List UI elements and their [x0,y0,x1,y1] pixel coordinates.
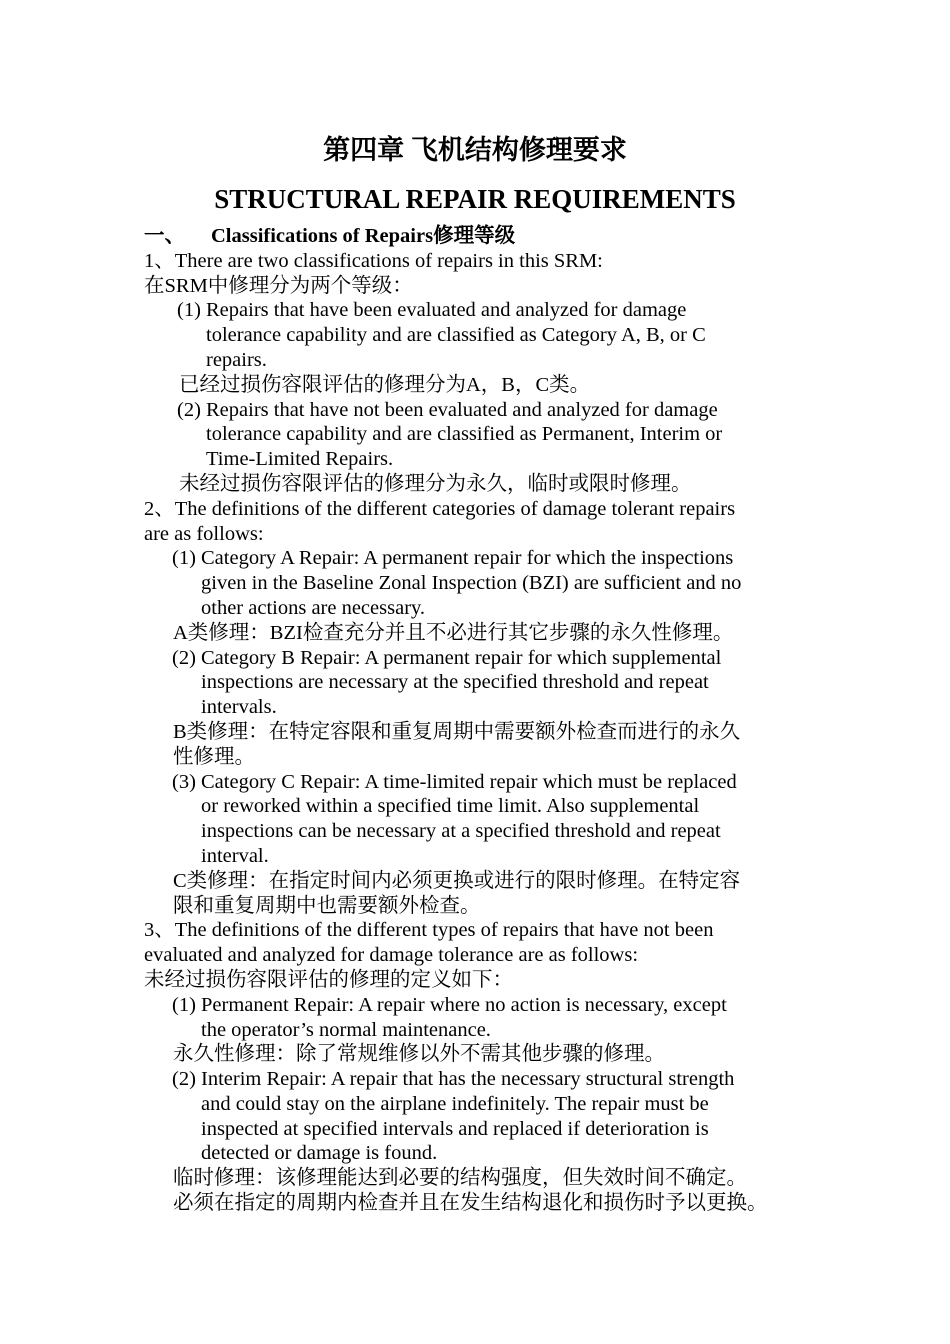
list-item [144,546,804,620]
paragraph-1-cn: 在SRM中修理分为两个等级： [144,274,413,297]
item-translation: 未经过损伤容限评估的修理分为永久，临时或限时修理。 [179,472,692,495]
item-number: (1) [172,993,196,1016]
item-number: (1) [177,299,201,322]
item-number: (2) [172,1068,196,1091]
list-item [144,398,804,472]
paragraph-2-en: 2、The definitions of the different categories of damage tolerant repairs [144,497,736,520]
document-body [144,224,804,1216]
item-text-line: Time-Limited Repairs. [206,448,394,471]
item-text-line: inspections can be necessary at a specified threshold and repeat [201,820,721,843]
list-item [144,646,804,720]
item-translation: 限和重复周期中也需要额外检查。 [173,894,481,917]
item-text-line: repairs. [206,348,267,371]
paragraph-3-en: 3、The definitions of the different types of repairs that have not been [144,919,714,942]
item-text-line: given in the Baseline Zonal Inspection (BZI) are sufficient and no [201,572,742,595]
item-translation: 临时修理：该修理能达到必要的结构强度，但失效时间不确定。 [173,1167,747,1190]
section-title: Classifications of Repairs修理等级 [211,225,516,247]
item-translation: 已经过损伤容限评估的修理分为A，B，C类。 [179,373,591,396]
section-heading [144,224,804,249]
list-item [144,993,804,1043]
item-number: (1) [172,547,196,570]
item-text-line: or reworked within a specified time limit. Also supplemental [201,795,700,818]
chapter-title-cn: 第四章 飞机结构修理要求 [323,135,627,165]
item-text-line: Permanent Repair: A repair where no action is necessary, except [201,993,727,1016]
item-translation: 必须在指定的周期内检查并且在发生结构退化和损伤时予以更换。 [173,1192,768,1215]
item-number: (2) [172,646,196,669]
item-text-line: Category B Repair: A permanent repair for which supplemental [201,646,722,669]
item-text-line: Category A Repair: A permanent repair for which the inspections [201,547,734,570]
paragraph-2-en: are as follows: [144,522,264,545]
item-text-line: Repairs that have been evaluated and analyzed for damage [206,299,687,322]
paragraph-3-en: evaluated and analyzed for damage tolerance are as follows: [144,944,639,967]
item-text-line: the operator’s normal maintenance. [201,1018,491,1041]
item-text-line: detected or damage is found. [201,1142,438,1165]
paragraph-1-en: 1、There are two classifications of repairs in this SRM: [144,249,603,272]
section-number: 一、 [144,225,185,247]
item-text-line: inspected at specified intervals and replaced if deterioration is [201,1117,709,1140]
item-translation: 永久性修理：除了常规维修以外不需其他步骤的修理。 [173,1043,665,1066]
item-text-line: inspections are necessary at the specified threshold and repeat [201,671,709,694]
item-translation: B类修理：在特定容限和重复周期中需要额外检查而进行的永久 [173,720,741,743]
item-translation: A类修理：BZI检查充分并且不必进行其它步骤的永久性修理。 [173,621,734,644]
item-text-line: intervals. [201,696,277,719]
item-number: (2) [177,398,201,421]
item-text-line: tolerance capability and are classified as Permanent, Interim or [206,423,723,446]
item-text-line: other actions are necessary. [201,596,426,619]
item-text-line: and could stay on the airplane indefinitely. The repair must be [201,1092,709,1115]
item-text-line: Interim Repair: A repair that has the necessary structural strength [201,1068,735,1091]
item-text-line: Repairs that have not been evaluated and analyzed for damage [206,398,718,421]
list-item [144,1067,804,1166]
item-number: (3) [172,770,196,793]
item-text-line: interval. [201,844,269,867]
paragraph-3-cn: 未经过损伤容限评估的修理的定义如下： [144,968,513,991]
item-translation: 性修理。 [173,745,255,768]
list-item [144,770,804,869]
item-translation: C类修理：在指定时间内必须更换或进行的限时修理。在特定容 [173,869,741,892]
item-text-line: tolerance capability and are classified as Category A, B, or C [206,324,706,347]
chapter-title-en: STRUCTURAL REPAIR REQUIREMENTS [214,184,736,214]
list-item [144,298,804,372]
item-text-line: Category C Repair: A time-limited repair which must be replaced [201,770,737,793]
